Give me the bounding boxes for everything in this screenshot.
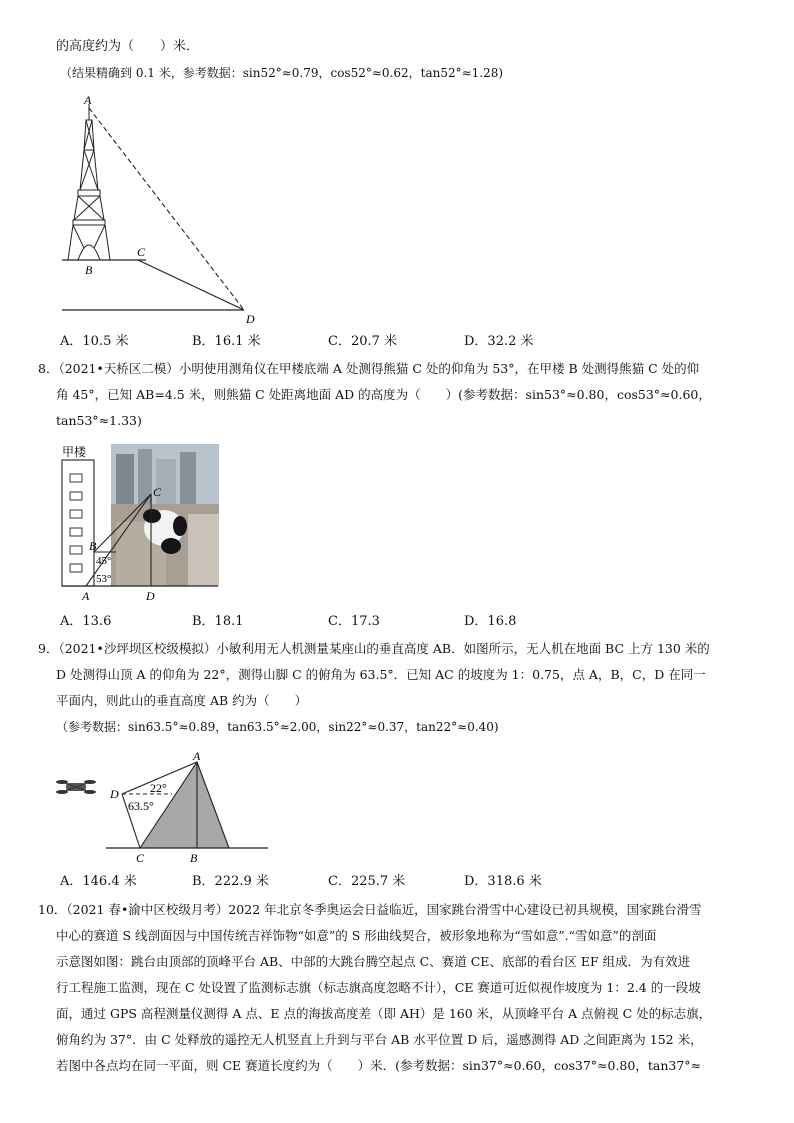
q8-option-d[interactable]: D．16.8 [464,614,517,629]
label-b: B [89,539,97,553]
q7-reference-note: （结果精确到 0.1 米，参考数据：sin52°≈0.79，cos52°≈0.62，tan52°≈1.28) [60,66,504,80]
angle-63-5: 63.5° [128,799,154,813]
q9-line-2: D 处测得山顶 A 的仰角为 22°，测得山脚 C 的俯角为 63.5°．已知 AC 的坡度为 1：0.75，点 A，B，C，D 在同一 [56,667,706,682]
q8-option-b[interactable]: B．18.1 [192,614,244,629]
q8-panda-figure [56,444,224,608]
angle-45: 45° [96,555,112,567]
q7-question-tail: 的高度约为（ ）米． [56,39,200,54]
q7-option-b[interactable]: B．16.1 米 [192,334,261,349]
label-c: C [137,245,146,259]
label-c: C [136,851,145,865]
q10-line-1: 10．（2021 春•渝中区校级月考）2022 年北京冬季奥运会日益临近，国家跳台滑雪中心建设已初具规模，国家跳台滑雪 [38,902,702,917]
q7-option-c[interactable]: C．20.7 米 [328,334,398,349]
q10-line-5: 面，通过 GPS 高程测量仪测得 A 点、E 点的海拔高度差（即 AH）是 160 米，从顶峰平台 A 点俯视 C 处的标志旗， [56,1006,712,1021]
q7-option-a[interactable]: A．10.5 米 [60,334,129,349]
q9-option-c[interactable]: C．225.7 米 [328,874,406,889]
sight-line-ad [89,108,244,310]
q10-line-2: 中心的赛道 S 线剖面因与中国传统吉祥饰物“如意”的 S 形曲线契合，被形象地称为“雪如意”.“雪如意”的剖面 [56,928,657,943]
q9-option-d[interactable]: D．318.6 米 [464,874,542,889]
slope-line-cd [138,260,244,310]
drone-icon [56,780,96,794]
q9-option-b[interactable]: B．222.9 米 [192,874,269,889]
q9-mountain-figure [54,748,276,868]
label-c: C [153,485,162,499]
label-a: A [82,589,90,603]
label-b: B [190,851,198,865]
q10-line-3: 示意图如图：跳台由顶部的顶峰平台 AB、中部的大跳台腾空起点 C、赛道 CE、底部的看台区 EF 组成．为有效进 [56,954,691,969]
q10-line-7: 若图中各点均在同一平面，则 CE 赛道长度约为（ ）米．(参考数据：sin37°≈0.60，cos37°≈0.80，tan37°≈ [56,1058,701,1073]
q8-line-2: 角 45°，已知 AB=4.5 米，则熊猫 C 处距离地面 AD 的高度为（ ）(参考数据：sin53°≈0.80，cos53°≈0.60， [56,387,711,402]
label-d: D [110,787,119,801]
label-a: A [193,749,201,763]
q8-option-c[interactable]: C．17.3 [328,614,380,629]
q8-line-3: tan53°≈1.33) [56,413,142,428]
q9-line-3: 平面内，则此山的垂直高度 AB 约为（ ） [56,693,308,708]
q7-tower-figure [56,90,266,326]
q7-option-d[interactable]: D．32.2 米 [464,334,534,349]
q10-line-4: 行工程施工监测，现在 C 处设置了监测标志旗（标志旗高度忽略不计），CE 赛道可近似视作坡度为 1：2.4 的一段坡 [56,980,701,995]
q9-line-1: 9．（2021•沙坪坝区校级模拟）小敏利用无人机测量某座山的垂直高度 AB．如图所示，无人机在地面 BC 上方 130 米的 [38,641,710,656]
label-b: B [85,263,93,277]
q8-option-a[interactable]: A．13.6 [60,614,112,629]
label-a: A [84,93,92,107]
panda-photo [111,444,219,586]
angle-53: 53° [96,573,112,585]
q9-option-a[interactable]: A．146.4 米 [60,874,137,889]
building-label: 甲楼 [62,445,87,459]
q10-line-6: 俯角约为 37°．由 C 处释放的遥控无人机竖直上升到与平台 AB 水平位置 D 后，遥感测得 AD 之间距离为 152 米， [56,1032,703,1047]
angle-22: 22° [150,781,167,795]
q8-line-1: 8．（2021•天桥区二模）小明使用测角仪在甲楼底端 A 处测得熊猫 C 处的仰角为 53°，在甲楼 B 处测得熊猫 C 处的仰 [38,361,700,376]
q9-line-4: （参考数据：sin63.5°≈0.89，tan63.5°≈2.00，sin22°≈0.37，tan22°≈0.40) [56,720,499,734]
label-d: D [246,312,255,326]
label-d: D [146,589,155,603]
